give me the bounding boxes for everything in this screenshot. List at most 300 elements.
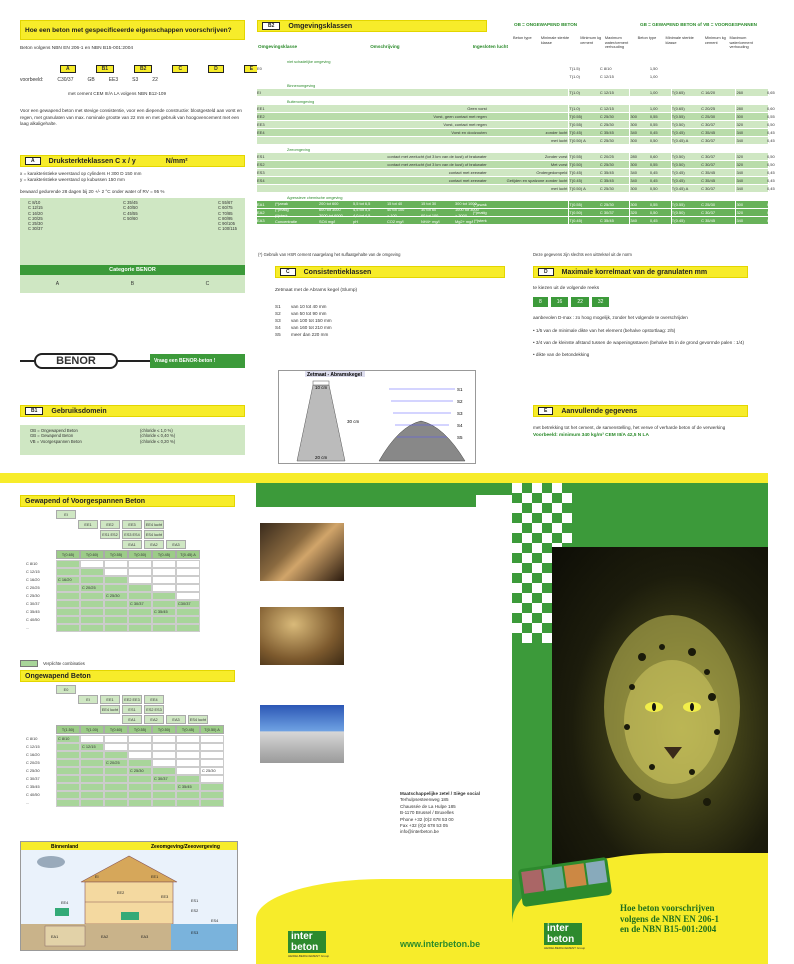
grid-cell bbox=[176, 775, 200, 783]
grid-mark: C 20/25 bbox=[82, 585, 96, 590]
dmax-rule-3: • dikte van de betondekking bbox=[533, 352, 590, 357]
env-cell: 300 bbox=[630, 138, 637, 143]
section-e bbox=[533, 405, 748, 438]
checker-square bbox=[512, 523, 522, 533]
slumped-concrete bbox=[379, 421, 465, 461]
grid-cell bbox=[80, 775, 104, 783]
slump-row bbox=[275, 324, 505, 331]
grid-head: EE4 lucht bbox=[100, 705, 120, 714]
grid-cell bbox=[128, 791, 152, 799]
chem-cell: 200 tot 600 bbox=[319, 201, 339, 206]
section-e-title: Aanvullende gegevens bbox=[561, 407, 638, 415]
tag-row bbox=[60, 65, 254, 73]
env-group-label: Binnenomgeving bbox=[287, 84, 316, 88]
grid-cell bbox=[176, 560, 200, 568]
grid-class: C 40/50 bbox=[26, 792, 40, 797]
strength-class: C 70/85 bbox=[217, 210, 233, 216]
env-cell: 0,45 bbox=[766, 138, 775, 143]
env-cell: C 12/15 bbox=[599, 74, 614, 79]
chem-cell: CO2 mg/l bbox=[387, 219, 404, 224]
grid-cell bbox=[56, 624, 80, 632]
env-header bbox=[257, 20, 487, 32]
grid-cell bbox=[56, 592, 80, 600]
env-cell: T(0.45) bbox=[569, 178, 583, 183]
slump-list bbox=[275, 303, 505, 338]
env-sub-head: Minimale sterkte klasse bbox=[540, 35, 570, 45]
env-cell: EA1 bbox=[257, 202, 265, 207]
tag-b1: B1 bbox=[96, 65, 114, 73]
svg-text:EA3: EA3 bbox=[141, 935, 149, 939]
grid-cell bbox=[176, 608, 200, 616]
example-intro: Voor een gewapend beton met stevige consistentie, voor een diepende constructie: blootgesteld aan vorst en regen, met granulaten van max. nominale grootte van 22 mm en met gebruik van hoogovencement met een laag alkaligehalte. bbox=[20, 108, 242, 126]
cover-title-3: en de NBN B15-001:2004 bbox=[620, 924, 717, 934]
grid-cell bbox=[128, 759, 152, 767]
section-e-text: met betrekking tot het cement, de samenstelling, het verwe of verharde beton of de verwerking bbox=[533, 425, 726, 430]
grid-type: T(1.50) bbox=[56, 725, 80, 734]
grid-mark: C 30/37 bbox=[130, 601, 144, 606]
thumb-4 bbox=[585, 860, 607, 884]
env-cell: T(0.55) bbox=[569, 154, 583, 159]
grid-cell bbox=[80, 767, 104, 775]
env-row bbox=[257, 153, 775, 161]
norm-subtitle: Beton volgens NBN EN 206-1 en NBN B15-001:2004 bbox=[20, 46, 134, 51]
checker-square bbox=[532, 523, 542, 533]
strength-class: C 12/15 bbox=[28, 205, 43, 211]
svg-text:EE2: EE2 bbox=[117, 891, 125, 895]
grid-cell bbox=[56, 560, 80, 568]
cover-logo-inter: inter bbox=[547, 923, 569, 934]
grid-cell bbox=[152, 783, 176, 791]
env-cell: ES1 bbox=[257, 154, 265, 159]
strength-class: C 20/25 bbox=[28, 215, 43, 221]
checker-square bbox=[512, 503, 522, 513]
env-cell: 0,65 bbox=[766, 90, 775, 95]
grid-cell bbox=[128, 799, 152, 807]
benor-logo: BENOR bbox=[34, 353, 118, 369]
env-sub-head: Minimale sterkte klasse bbox=[665, 35, 694, 45]
grid-mark: C 12/15 bbox=[82, 744, 96, 749]
slump-row bbox=[275, 310, 505, 317]
section-b1-title: Gebruiksdomein bbox=[51, 407, 107, 415]
env-row bbox=[257, 185, 775, 193]
env-cell: 0,55 bbox=[649, 202, 658, 207]
env-cell: T(0.45) bbox=[671, 218, 685, 223]
domain-gb: GB = Gewapend Beton bbox=[30, 433, 74, 439]
env-cell: 340 bbox=[630, 178, 637, 183]
size-22: 22 bbox=[571, 297, 589, 307]
grid-type: T(0.60) bbox=[80, 550, 104, 559]
chem-cell: 4,0 tot 4,5 bbox=[353, 213, 371, 218]
env-cell: 0,45 bbox=[766, 218, 775, 223]
grid-cell bbox=[104, 608, 128, 616]
grid-class: C 8/10 bbox=[26, 736, 38, 741]
dmax-rule-3-text: dikte van de betondekking bbox=[535, 352, 590, 357]
env-cell: T(0.55) bbox=[569, 122, 583, 127]
env-cell: 1,00 bbox=[649, 74, 658, 79]
grid-class: C 12/15 bbox=[26, 569, 40, 574]
diagram-left-label: Binnenland bbox=[51, 844, 79, 850]
env-sub-head: Minimum kg cement bbox=[580, 35, 602, 45]
example-domain: GB bbox=[87, 77, 95, 83]
checker-square bbox=[532, 603, 542, 613]
grid-mark: C30/37 bbox=[178, 601, 191, 606]
website-link[interactable]: www.interbeton.be bbox=[400, 939, 481, 949]
slump-row bbox=[275, 331, 505, 338]
env-cell: C 12/15 bbox=[599, 90, 614, 95]
grid-class: C 35/45 bbox=[26, 609, 40, 614]
column-rule bbox=[568, 60, 569, 228]
grid-cell bbox=[56, 775, 80, 783]
grid2-title: Ongewapend Beton bbox=[20, 670, 235, 682]
grid-cell bbox=[80, 592, 104, 600]
domain-ob: OB = Ongewapend Beton bbox=[30, 428, 78, 433]
grid-cell bbox=[128, 568, 152, 576]
env-cell: 280 bbox=[630, 154, 637, 159]
ob-head: OB = ONGEWAPEND BETON bbox=[514, 22, 578, 27]
grid-cell bbox=[80, 560, 104, 568]
grid-class: C 16/20 bbox=[26, 577, 40, 582]
grid-head: EA1 bbox=[122, 715, 142, 724]
section-a-title: Druksterkteklassen C x / y bbox=[48, 157, 136, 165]
svg-text:30 cm: 30 cm bbox=[347, 419, 360, 424]
chem-cell: 40 tot 100 bbox=[387, 207, 405, 212]
grid-legend bbox=[20, 660, 85, 667]
svg-text:ES2: ES2 bbox=[191, 909, 199, 913]
grid-class: C 35/45 bbox=[26, 784, 40, 789]
address-line: Fax +32 (0)2 678 53 05 bbox=[400, 823, 448, 829]
column-rule bbox=[629, 60, 630, 228]
env-sub-head: Minimum kg cement bbox=[704, 35, 726, 45]
env-row bbox=[257, 73, 768, 81]
checker-square bbox=[522, 533, 532, 543]
cover-panel bbox=[512, 483, 768, 964]
env-cell: contact met zeewater bbox=[448, 178, 487, 183]
grid-cell bbox=[104, 783, 128, 791]
env-col-class: Omgevingsklasse bbox=[258, 44, 298, 49]
grid-cell bbox=[152, 767, 176, 775]
svg-text:S5: S5 bbox=[457, 435, 463, 440]
grid-mark: C 20/25 bbox=[106, 760, 120, 765]
checker-square bbox=[562, 513, 572, 523]
cover-title-2: volgens de NBN EN 206-1 bbox=[620, 913, 720, 924]
grid-cell bbox=[56, 791, 80, 799]
benor-cat-b: B bbox=[130, 281, 135, 287]
grid-cell bbox=[152, 751, 176, 759]
env-cell: Geen vorst bbox=[467, 106, 487, 111]
grid-cell bbox=[56, 568, 80, 576]
section-d-header bbox=[533, 266, 748, 278]
env-cell: 300 bbox=[630, 186, 637, 191]
cover-logo-group: HEIDELBERGCEMENT Group bbox=[544, 946, 586, 950]
env-cell: T(1.5) bbox=[569, 66, 580, 71]
size-32: 32 bbox=[592, 297, 610, 307]
svg-text:S2: S2 bbox=[457, 399, 463, 404]
example-strength: C30/37 bbox=[57, 77, 74, 83]
grid-cell bbox=[128, 775, 152, 783]
grid-cell bbox=[200, 751, 224, 759]
checker-square bbox=[512, 543, 522, 553]
env-cell: C 35/45 bbox=[599, 178, 614, 183]
grid-type: T(1.00) bbox=[80, 725, 104, 734]
strength-class: C 50/60 bbox=[122, 215, 138, 221]
address-line: info@interbeton.be bbox=[400, 829, 439, 835]
chem-cell: Mg2+ mg/l bbox=[455, 219, 474, 224]
env-row bbox=[257, 169, 775, 177]
slump-range: van 100 tot 150 mm bbox=[291, 318, 332, 323]
chem-cell: 1000 tot 3000 bbox=[455, 207, 479, 212]
section-b1 bbox=[20, 405, 245, 455]
checker-square bbox=[522, 553, 532, 563]
grid-mark: C 25/30 bbox=[202, 768, 216, 773]
exposure-diagram-svg bbox=[21, 842, 237, 950]
env-cell: 1,00 bbox=[649, 90, 658, 95]
chem-cell: (*)zwak bbox=[275, 201, 288, 206]
grid-cell bbox=[128, 735, 152, 743]
grid-cell bbox=[56, 584, 80, 592]
section-b1-tag: B1 bbox=[25, 407, 43, 415]
grid-cell bbox=[128, 743, 152, 751]
env-cell: met lucht bbox=[551, 138, 568, 143]
grid-cell bbox=[176, 624, 200, 632]
tag-b2: B2 bbox=[134, 65, 152, 73]
svg-text:ES4: ES4 bbox=[211, 919, 219, 923]
env-cell: EE1 bbox=[257, 106, 265, 111]
checker-square bbox=[562, 493, 572, 503]
chem-cell: Concentratie bbox=[275, 219, 298, 224]
svg-text:S1: S1 bbox=[457, 387, 463, 392]
env-cell: T(0.45) bbox=[569, 130, 583, 135]
grid-class: C 16/20 bbox=[26, 752, 40, 757]
env-cell: contact met zeewater bbox=[448, 170, 487, 175]
address-line: Chaussée de La Hulpe 185 bbox=[400, 803, 456, 809]
svg-text:EE3: EE3 bbox=[161, 895, 169, 899]
strength-class: C 30/37 bbox=[28, 226, 43, 232]
grid-class: C 12/15 bbox=[26, 744, 40, 749]
env-cell: C 8/10 bbox=[599, 66, 612, 71]
strength-class: C 60/75 bbox=[217, 205, 233, 211]
grid-type: T(0.50) bbox=[128, 550, 152, 559]
env-row bbox=[257, 105, 775, 113]
checker-square bbox=[512, 583, 522, 593]
section-d bbox=[533, 266, 748, 357]
checker-square bbox=[562, 533, 572, 543]
grid-class: C 25/30 bbox=[26, 593, 40, 598]
grid-cell bbox=[152, 791, 176, 799]
grid-class: C 20/25 bbox=[26, 585, 40, 590]
slump-class: S5 bbox=[275, 332, 281, 337]
env-cell: 340 bbox=[736, 186, 744, 191]
grid-head: EE1 bbox=[100, 695, 120, 704]
checker-square bbox=[532, 583, 542, 593]
grid-cell bbox=[56, 743, 80, 751]
grid-cell bbox=[104, 735, 128, 743]
checker-square bbox=[542, 533, 552, 543]
car-icon bbox=[121, 912, 139, 920]
grid-type: T(0.55) bbox=[128, 725, 152, 734]
grid-mark: C 25/30 bbox=[130, 768, 144, 773]
chem-cell: 600 tot 3000 bbox=[319, 207, 341, 212]
legend-swatch bbox=[20, 660, 38, 667]
section-c-header bbox=[275, 266, 505, 278]
address-line: Phone +32 (0)2 678 53 00 bbox=[400, 816, 454, 822]
svg-text:20 cm: 20 cm bbox=[315, 455, 328, 460]
env-row bbox=[257, 89, 775, 97]
env-cell: T(0.55) bbox=[671, 202, 685, 207]
grid-head: EI bbox=[78, 695, 98, 704]
section-d-text: aanbevolen D-max : zo hoog mogelijk, zonder het volgende te overschrijden bbox=[533, 315, 688, 320]
slump-class: S3 bbox=[275, 318, 281, 323]
grid-cell bbox=[80, 799, 104, 807]
domain-vb: VB = Voorgespannen Beton bbox=[30, 438, 82, 444]
grid-cell bbox=[176, 576, 200, 584]
grid-cell bbox=[104, 767, 128, 775]
slump-figure bbox=[278, 370, 476, 464]
env-cell: T(0.50) bbox=[569, 210, 583, 215]
env-cell: C 25/30 bbox=[701, 202, 716, 207]
env-cell: 300 bbox=[630, 122, 637, 127]
section-c-title: Consistentieklassen bbox=[303, 268, 372, 276]
chem-cell: 60 tot 100 bbox=[421, 213, 439, 218]
env-cell: C 30/37 bbox=[701, 122, 716, 127]
env-cell: C 35/45 bbox=[701, 218, 716, 223]
grid-cell bbox=[80, 783, 104, 791]
grid-cell bbox=[176, 568, 200, 576]
env-cell: 320 bbox=[630, 210, 637, 215]
svg-text:S4: S4 bbox=[457, 423, 463, 428]
svg-text:EE4: EE4 bbox=[61, 901, 69, 905]
env-cell: EE4 bbox=[257, 130, 265, 135]
env-cell: 0,45 bbox=[766, 178, 775, 183]
env-cell: 300 bbox=[630, 162, 637, 167]
address-block bbox=[400, 791, 480, 836]
env-row bbox=[257, 177, 775, 185]
env-cell: 0,45 bbox=[649, 130, 658, 135]
grid-head: EA3 bbox=[166, 540, 186, 549]
svg-text:EA2: EA2 bbox=[101, 935, 109, 939]
grid-cell bbox=[128, 751, 152, 759]
env-footnote: (*) Gebruik van HSR cement naargelang het sulfaatgehalte van de omgeving bbox=[258, 252, 401, 257]
env-cell: 0,55 bbox=[766, 114, 775, 119]
env-cell: 0,45 bbox=[649, 218, 658, 223]
dmax-rule-1: • 1/5 van de minimale dikte van het element (behalve opstortlaag: 2/5) bbox=[533, 328, 676, 333]
env-sub-head: Maximum water/cement verhouding bbox=[729, 35, 753, 50]
chem-cell: 3000 tot 6000 bbox=[319, 213, 343, 218]
diagram-right-label: Zeeomgeving/Zeeovergeving bbox=[151, 844, 220, 850]
env-cell: 0,60 bbox=[649, 154, 658, 159]
env-cell: T(0.45) bbox=[671, 178, 685, 183]
legend-label: Verplichte combinaties bbox=[43, 660, 85, 666]
domain-ob-cl: (chloride ≤ 1,0 %) bbox=[140, 428, 173, 433]
env-cell: Vorst, contact met regen bbox=[443, 122, 487, 127]
env-cell: 340 bbox=[736, 170, 744, 175]
grid-cell bbox=[200, 735, 224, 743]
env-cell: 0,50 bbox=[766, 162, 775, 167]
thumb-1 bbox=[521, 869, 543, 893]
grid-cell bbox=[128, 624, 152, 632]
tag-e: E bbox=[244, 65, 259, 73]
grid-cell bbox=[56, 600, 80, 608]
grid-cell bbox=[128, 608, 152, 616]
grid-class: C 20/25 bbox=[26, 760, 40, 765]
benor-cat-a: A bbox=[55, 281, 60, 287]
grid-cell bbox=[56, 783, 80, 791]
env-cell: EI bbox=[257, 90, 261, 95]
svg-text:10 cm: 10 cm bbox=[315, 385, 328, 390]
photo-vault bbox=[260, 607, 344, 665]
checker-square bbox=[512, 483, 522, 493]
strength-col-1 bbox=[28, 200, 43, 253]
column-rule bbox=[671, 60, 672, 228]
grid-class: C 25/30 bbox=[26, 768, 40, 773]
grid-cell bbox=[176, 751, 200, 759]
env-cell: 320 bbox=[736, 122, 744, 127]
aggregate-sizes bbox=[533, 297, 748, 307]
grid-cell bbox=[152, 616, 176, 624]
strength-class: C 100/115 bbox=[217, 226, 237, 232]
checker-square bbox=[532, 503, 542, 513]
checker-square bbox=[522, 493, 532, 503]
checker-square bbox=[512, 603, 522, 613]
grid-type: T(0.55) bbox=[104, 550, 128, 559]
env-cell: T(0.45) A bbox=[671, 186, 689, 191]
chem-cell: NH4+ mg/l bbox=[421, 219, 440, 224]
chem-cell: > 3000 bbox=[455, 213, 468, 218]
env-cell: 340 bbox=[630, 170, 637, 175]
grid-head: EA2 bbox=[144, 540, 164, 549]
env-cell: C 30/37 bbox=[701, 162, 716, 167]
grid-cell bbox=[152, 600, 176, 608]
env-cell: 300 bbox=[736, 114, 744, 119]
env-cell: T(0.45) bbox=[569, 170, 583, 175]
grid-head: ES3 ES4 bbox=[122, 530, 142, 539]
grid-cell bbox=[56, 608, 80, 616]
env-cell: 340 bbox=[630, 218, 637, 223]
grid-cell bbox=[56, 767, 80, 775]
grid-cell bbox=[128, 584, 152, 592]
strength-class: C 8/10 bbox=[28, 200, 41, 205]
grid-cell bbox=[56, 799, 80, 807]
env-cell: 300 bbox=[630, 114, 637, 119]
chem-in-water: in het water bbox=[275, 225, 296, 230]
env-group-label: Agressieve chemische omgeving bbox=[287, 196, 343, 200]
env-cell: 0,50 bbox=[649, 138, 658, 143]
env-cell: C 30/37 bbox=[701, 186, 716, 191]
example-dmax: 22 bbox=[152, 77, 158, 83]
env-cell: C 25/30 bbox=[599, 122, 614, 127]
env-group-label: Buitenomgeving bbox=[287, 100, 315, 104]
leopard-svg bbox=[552, 547, 768, 877]
env-cell: T(0.65) bbox=[671, 106, 685, 111]
grid-head: EE4 lucht bbox=[144, 520, 164, 529]
grid-head: ES4 lucht bbox=[144, 530, 164, 539]
env-cell: 340 bbox=[736, 130, 744, 135]
tag-d: D bbox=[208, 65, 224, 73]
grid-cell bbox=[176, 759, 200, 767]
grid-cell bbox=[176, 791, 200, 799]
checker-square bbox=[542, 593, 552, 603]
green-strip-2 bbox=[256, 495, 476, 507]
checker-square bbox=[552, 483, 562, 493]
slump-row bbox=[275, 317, 505, 324]
grid-head: EE4 bbox=[144, 695, 164, 704]
chem-cell: SO4 mg/l bbox=[319, 219, 336, 224]
slump-cone-svg bbox=[279, 371, 477, 465]
env-row bbox=[257, 121, 775, 129]
env-table bbox=[257, 60, 775, 250]
env-cell: 0,45 bbox=[766, 130, 775, 135]
env-cell: C 25/30 bbox=[599, 186, 614, 191]
env-group-label: niet schadelijke omgeving bbox=[287, 60, 331, 64]
